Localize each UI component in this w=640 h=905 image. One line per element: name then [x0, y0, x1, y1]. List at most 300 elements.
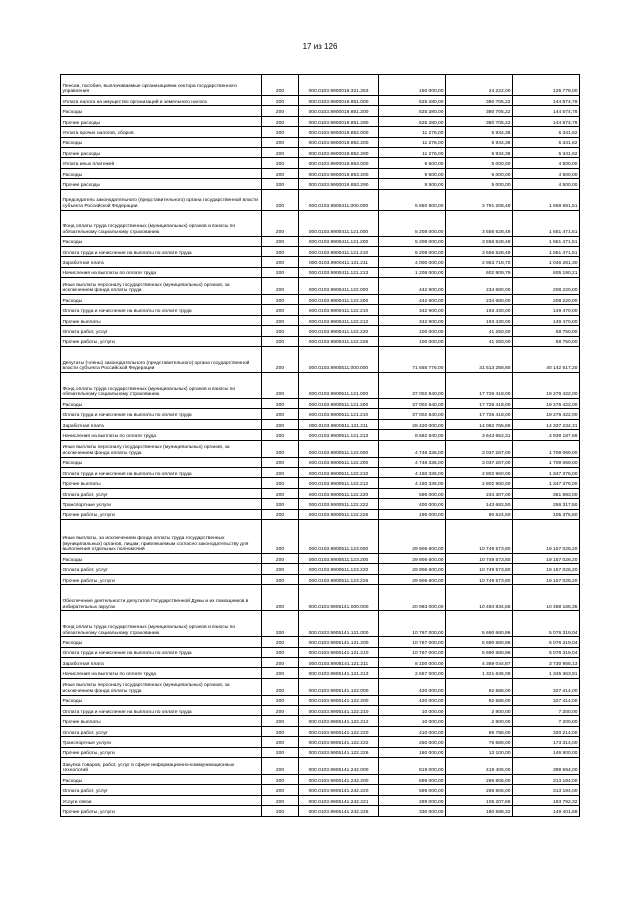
- row-approved-amount: 250 000,00: [379, 737, 446, 747]
- row-line-code: 200: [262, 706, 299, 716]
- row-remaining-amount: 149 401,68: [513, 806, 580, 816]
- table-row: [61, 611, 580, 637]
- row-name: Уплата иных платежей: [61, 158, 262, 168]
- row-line-code: 200: [262, 509, 299, 519]
- row-approved-amount: 342 900,00: [379, 305, 446, 315]
- row-name: Оплата труда и начисления на выплаты по оплате труда: [61, 467, 262, 477]
- row-executed-amount: 5 690 680,96: [446, 647, 513, 657]
- row-classification-code: 000.0103.9905141.122.226: [299, 747, 379, 757]
- row-executed-amount: 24 222,00: [446, 75, 513, 96]
- row-classification-code: 000.0103.9900019.851.290: [299, 116, 379, 126]
- row-classification-code: 000.0103.9900411.122.220: [299, 326, 379, 336]
- row-approved-amount: 4 150 336,00: [379, 467, 446, 477]
- row-remaining-amount: 1 709 069,00: [513, 457, 580, 467]
- row-executed-amount: 31 513 258,80: [446, 347, 513, 373]
- row-classification-code: 000.0103.9905141.122.200: [299, 695, 379, 705]
- row-executed-amount: 10 494 834,65: [446, 585, 513, 611]
- row-classification-code: 000.0103.9905141.121.210: [299, 647, 379, 657]
- row-line-code: 200: [262, 637, 299, 647]
- row-approved-amount: 289 000,00: [379, 795, 446, 805]
- row-executed-amount: 105 207,68: [446, 795, 513, 805]
- row-remaining-amount: 58 750,00: [513, 336, 580, 346]
- row-approved-amount: 819 000,00: [379, 758, 446, 775]
- row-executed-amount: 380 705,22: [446, 96, 513, 106]
- row-remaining-amount: 7 200,00: [513, 716, 580, 726]
- row-classification-code: 000.0103.9900411.122.210: [299, 305, 379, 315]
- row-approved-amount: 5 850 900,00: [379, 189, 446, 210]
- table-row: [61, 478, 580, 488]
- row-executed-amount: 5 934,38: [446, 127, 513, 137]
- row-line-code: 200: [262, 726, 299, 736]
- row-executed-amount: 1 321 636,09: [446, 668, 513, 678]
- row-line-code: 200: [262, 574, 299, 584]
- row-classification-code: 000.0103.9900019.852.200: [299, 137, 379, 147]
- row-remaining-amount: 144 574,78: [513, 106, 580, 116]
- table-row: [61, 75, 580, 96]
- row-line-code: 200: [262, 499, 299, 509]
- row-approved-amount: 330 000,00: [379, 806, 446, 816]
- row-executed-amount: 380 705,22: [446, 116, 513, 126]
- row-name: Прочие расходы: [61, 179, 262, 189]
- table-row: [61, 574, 580, 584]
- row-remaining-amount: 1 046 281,30: [513, 257, 580, 267]
- row-name: Оплата труда и начисления на выплаты по оплате труда: [61, 647, 262, 657]
- row-approved-amount: 342 900,00: [379, 315, 446, 325]
- row-executed-amount: 90 624,50: [446, 509, 513, 519]
- row-name: Оплата труда и начисления на выплаты по оплате труда: [61, 706, 262, 716]
- row-approved-amount: 10 000,00: [379, 716, 446, 726]
- row-line-code: 200: [262, 236, 299, 246]
- row-remaining-amount: 399 594,00: [513, 758, 580, 775]
- row-executed-amount: 17 726 418,00: [446, 409, 513, 419]
- row-classification-code: 000.0103.9900411.121.210: [299, 246, 379, 256]
- row-approved-amount: 410 000,00: [379, 726, 446, 736]
- row-remaining-amount: 19 157 026,20: [513, 574, 580, 584]
- table-row: [61, 347, 580, 373]
- row-name: Расходы: [61, 168, 262, 178]
- row-classification-code: 000.0103.9900019.852.000: [299, 127, 379, 137]
- row-line-code: 200: [262, 147, 299, 157]
- row-executed-amount: 5 690 680,96: [446, 637, 513, 647]
- row-classification-code: 000.0103.9900511.122.000: [299, 440, 379, 457]
- row-classification-code: 000.0103.9905141.122.212: [299, 716, 379, 726]
- row-approved-amount: 5 208 000,00: [379, 246, 446, 256]
- row-classification-code: 000.0103.9900411.000.000: [299, 189, 379, 210]
- row-approved-amount: 37 002 840,00: [379, 399, 446, 409]
- row-name: Расходы: [61, 695, 262, 705]
- row-remaining-amount: 320 214,00: [513, 726, 580, 736]
- row-name: Расходы: [61, 295, 262, 305]
- row-classification-code: 000.0103.9900511.121.000: [299, 373, 379, 399]
- row-approved-amount: 400 000,00: [379, 499, 446, 509]
- row-remaining-amount: 256 317,50: [513, 499, 580, 509]
- row-line-code: 200: [262, 657, 299, 667]
- row-line-code: 200: [262, 758, 299, 775]
- row-line-code: 200: [262, 488, 299, 498]
- table-row: [61, 695, 580, 705]
- table-row: [61, 785, 580, 795]
- row-classification-code: 000.0103.9900411.122.226: [299, 336, 379, 346]
- row-remaining-amount: 313 194,00: [513, 775, 580, 785]
- row-remaining-amount: 1 651 471,51: [513, 246, 580, 256]
- row-approved-amount: 10 767 000,00: [379, 611, 446, 637]
- row-approved-amount: 420 000,00: [379, 678, 446, 695]
- row-name: Пенсии, пособия, выплачиваемые организациями сектора государственного управления: [61, 75, 262, 96]
- row-classification-code: 000.0103.9900019.853.290: [299, 179, 379, 189]
- row-name: Иные выплаты персоналу государственных (муниципальных) органов, за исключением фонда оплаты труда: [61, 678, 262, 695]
- row-executed-amount: 13 100,00: [446, 747, 513, 757]
- row-executed-amount: 3 037 267,00: [446, 457, 513, 467]
- row-executed-amount: 5 000,00: [446, 168, 513, 178]
- row-name: Услуги связи: [61, 795, 262, 805]
- table-row: [61, 409, 580, 419]
- table-row: [61, 116, 580, 126]
- row-executed-amount: 419 406,00: [446, 758, 513, 775]
- row-name: Прочие выплаты: [61, 315, 262, 325]
- row-approved-amount: 20 983 000,00: [379, 585, 446, 611]
- row-name: Уплата налога на имущество организаций и земельного налога: [61, 96, 262, 106]
- row-executed-amount: 5 934,38: [446, 137, 513, 147]
- row-executed-amount: 76 686,00: [446, 737, 513, 747]
- row-name: Оплата труда и начисления на выплаты по оплате труда: [61, 246, 262, 256]
- row-remaining-amount: 19 276 422,00: [513, 409, 580, 419]
- table-row: [61, 509, 580, 519]
- budget-table: [60, 74, 580, 817]
- row-approved-amount: 29 906 600,00: [379, 553, 446, 563]
- row-executed-amount: 602 809,79: [446, 267, 513, 277]
- row-executed-amount: 4 369 044,87: [446, 657, 513, 667]
- row-classification-code: 000.0103.9900511.122.222: [299, 499, 379, 509]
- row-approved-amount: 29 906 600,00: [379, 564, 446, 574]
- row-classification-code: 000.0103.9900511.123.000: [299, 519, 379, 553]
- row-name: Расходы: [61, 137, 262, 147]
- row-name: Закупка товаров, работ, услуг в сфере информационно-коммуникационных технологий: [61, 758, 262, 775]
- row-line-code: 200: [262, 678, 299, 695]
- row-line-code: 200: [262, 519, 299, 553]
- row-remaining-amount: 19 276 422,00: [513, 399, 580, 409]
- table-row: [61, 147, 580, 157]
- row-remaining-amount: 4 500,00: [513, 168, 580, 178]
- row-approved-amount: 37 002 840,00: [379, 373, 446, 399]
- row-remaining-amount: 5 076 319,04: [513, 637, 580, 647]
- row-approved-amount: 5 208 000,00: [379, 210, 446, 236]
- row-approved-amount: 525 280,00: [379, 96, 446, 106]
- row-name: Расходы: [61, 106, 262, 116]
- row-name: Прочие работы, услуги: [61, 509, 262, 519]
- row-executed-amount: 380 705,22: [446, 106, 513, 116]
- row-name: Прочие выплаты: [61, 478, 262, 488]
- row-classification-code: 000.0103.9900511.122.210: [299, 467, 379, 477]
- row-classification-code: 000.0103.9905141.122.222: [299, 737, 379, 747]
- row-classification-code: 000.0103.9905141.121.200: [299, 637, 379, 647]
- row-name: Фонд оплаты труда государственных (муниципальных) органов и взносы по обязательному социальному страхованию: [61, 373, 262, 399]
- row-remaining-amount: 40 142 517,20: [513, 347, 580, 373]
- row-classification-code: 000.0103.9905141.242.221: [299, 795, 379, 805]
- row-approved-amount: 9 500,00: [379, 179, 446, 189]
- row-classification-code: 000.0103.9900511.121.213: [299, 430, 379, 440]
- row-executed-amount: 234 680,00: [446, 295, 513, 305]
- row-name: Заработная плата: [61, 419, 262, 429]
- row-executed-amount: 285 806,00: [446, 785, 513, 795]
- row-classification-code: 000.0103.9900411.121.213: [299, 267, 379, 277]
- row-approved-amount: 29 906 600,00: [379, 519, 446, 553]
- row-remaining-amount: 3 730 955,13: [513, 657, 580, 667]
- row-remaining-amount: 149 470,00: [513, 305, 580, 315]
- row-approved-amount: 196 000,00: [379, 509, 446, 519]
- row-classification-code: 000.0103.9905141.000.000: [299, 585, 379, 611]
- row-executed-amount: 92 586,00: [446, 695, 513, 705]
- row-remaining-amount: 10 488 165,35: [513, 585, 580, 611]
- row-classification-code: 000.0103.9900411.121.200: [299, 236, 379, 246]
- row-classification-code: 000.0103.9905141.242.226: [299, 806, 379, 816]
- row-approved-amount: 1 208 000,00: [379, 267, 446, 277]
- row-line-code: 200: [262, 440, 299, 457]
- row-name: Фонд оплаты труда государственных (муниципальных) органов и взносы по обязательному социальному страхованию: [61, 611, 262, 637]
- row-line-code: 200: [262, 326, 299, 336]
- row-line-code: 200: [262, 564, 299, 574]
- row-remaining-amount: 605 190,21: [513, 267, 580, 277]
- table-row: [61, 775, 580, 785]
- row-executed-amount: 5 000,00: [446, 158, 513, 168]
- row-line-code: 200: [262, 210, 299, 236]
- row-name: Начисления на выплаты по оплате труда: [61, 668, 262, 678]
- row-line-code: 200: [262, 785, 299, 795]
- row-line-code: 200: [262, 267, 299, 277]
- table-row: [61, 373, 580, 399]
- row-name: Оплата работ, услуг: [61, 785, 262, 795]
- row-approved-amount: 442 900,00: [379, 278, 446, 295]
- row-classification-code: 000.0103.9900019.853.000: [299, 158, 379, 168]
- row-line-code: 200: [262, 611, 299, 637]
- table-row: [61, 499, 580, 509]
- row-remaining-amount: 4 939 187,69: [513, 430, 580, 440]
- row-name: Уплата прочих налогов, сборов: [61, 127, 262, 137]
- row-remaining-amount: 1 709 069,00: [513, 440, 580, 457]
- row-approved-amount: 2 667 000,00: [379, 668, 446, 678]
- row-approved-amount: 525 280,00: [379, 106, 446, 116]
- row-name: Депутаты (члены) законодательного (представительного) органа государственной власти субъекта Российской Федерации: [61, 347, 262, 373]
- table-row: [61, 795, 580, 805]
- row-name: Иные выплаты персоналу государственных (муниципальных) органов, за исключением фонда оплаты труда: [61, 278, 262, 295]
- row-line-code: 200: [262, 189, 299, 210]
- row-executed-amount: 2 802 960,00: [446, 478, 513, 488]
- row-approved-amount: 596 000,00: [379, 488, 446, 498]
- row-line-code: 200: [262, 106, 299, 116]
- row-executed-amount: 193 430,00: [446, 305, 513, 315]
- row-line-code: 200: [262, 127, 299, 137]
- row-line-code: 200: [262, 737, 299, 747]
- row-remaining-amount: 19 157 026,20: [513, 564, 580, 574]
- row-approved-amount: 599 000,00: [379, 775, 446, 785]
- row-approved-amount: 9 500,00: [379, 158, 446, 168]
- row-executed-amount: 10 749 573,80: [446, 519, 513, 553]
- table-row: [61, 457, 580, 467]
- row-approved-amount: 442 900,00: [379, 295, 446, 305]
- table-row: [61, 467, 580, 477]
- row-name: Оплата работ, услуг: [61, 726, 262, 736]
- row-name: Расходы: [61, 637, 262, 647]
- row-remaining-amount: 58 750,00: [513, 326, 580, 336]
- row-line-code: 200: [262, 158, 299, 168]
- row-classification-code: 000.0103.9900511.123.200: [299, 553, 379, 563]
- table-row: [61, 806, 580, 816]
- row-approved-amount: 11 276,00: [379, 137, 446, 147]
- row-executed-amount: 2 800,00: [446, 716, 513, 726]
- row-classification-code: 000.0103.9905141.121.211: [299, 657, 379, 667]
- row-classification-code: 000.0103.9900511.122.220: [299, 488, 379, 498]
- row-remaining-amount: 1 347 376,00: [513, 467, 580, 477]
- row-remaining-amount: 1 345 363,91: [513, 668, 580, 678]
- row-approved-amount: 100 000,00: [379, 336, 446, 346]
- row-name: Транспортные услуги: [61, 737, 262, 747]
- table-row: [61, 716, 580, 726]
- row-executed-amount: 17 726 418,00: [446, 373, 513, 399]
- row-name: Расходы: [61, 553, 262, 563]
- row-executed-amount: 41 250,00: [446, 336, 513, 346]
- table-row: [61, 267, 580, 277]
- table-row: [61, 278, 580, 295]
- row-remaining-amount: 5 076 319,04: [513, 647, 580, 657]
- row-remaining-amount: 5 341,62: [513, 127, 580, 137]
- row-classification-code: 000.0103.9905141.122.000: [299, 678, 379, 695]
- row-remaining-amount: 327 414,00: [513, 695, 580, 705]
- row-executed-amount: 10 749 573,80: [446, 564, 513, 574]
- row-name: Заработная плата: [61, 657, 262, 667]
- row-classification-code: 000.0103.9900411.122.212: [299, 315, 379, 325]
- table-row: [61, 564, 580, 574]
- row-name: Прочие работы, услуги: [61, 747, 262, 757]
- table-row: [61, 758, 580, 775]
- row-line-code: 200: [262, 246, 299, 256]
- table-row: [61, 179, 580, 189]
- row-name: Расходы: [61, 399, 262, 409]
- table-row: [61, 127, 580, 137]
- row-executed-amount: 41 250,00: [446, 326, 513, 336]
- row-classification-code: 000.0103.9900511.122.200: [299, 457, 379, 467]
- row-line-code: 200: [262, 409, 299, 419]
- table-row: [61, 488, 580, 498]
- row-remaining-amount: 5 341,62: [513, 137, 580, 147]
- row-executed-amount: 17 726 418,00: [446, 399, 513, 409]
- row-line-code: 200: [262, 305, 299, 315]
- row-classification-code: 000.0103.9905141.122.210: [299, 706, 379, 716]
- row-executed-amount: 2 800,00: [446, 706, 513, 716]
- row-line-code: 200: [262, 716, 299, 726]
- row-remaining-amount: 1 651 471,51: [513, 210, 580, 236]
- row-classification-code: 000.0103.9900411.122.000: [299, 278, 379, 295]
- row-remaining-amount: 183 792,32: [513, 795, 580, 805]
- row-executed-amount: 89 786,00: [446, 726, 513, 736]
- table-row: [61, 430, 580, 440]
- row-name: Оплата работ, услуг: [61, 564, 262, 574]
- row-remaining-amount: 4 500,00: [513, 179, 580, 189]
- row-line-code: 200: [262, 775, 299, 785]
- row-remaining-amount: 1 347 376,00: [513, 478, 580, 488]
- row-approved-amount: 150 000,00: [379, 75, 446, 96]
- row-line-code: 200: [262, 695, 299, 705]
- row-approved-amount: 525 280,00: [379, 116, 446, 126]
- row-classification-code: 000.0103.9905141.242.000: [299, 758, 379, 775]
- row-classification-code: 000.0103.9900511.000.000: [299, 347, 379, 373]
- row-executed-amount: 14 082 765,69: [446, 419, 513, 429]
- row-name: Фонд оплаты труда государственных (муниципальных) органов и взносы по обязательному социальному страхованию: [61, 210, 262, 236]
- row-executed-amount: 234 307,00: [446, 488, 513, 498]
- row-line-code: 200: [262, 478, 299, 488]
- row-name: Прочие расходы: [61, 147, 262, 157]
- row-remaining-amount: 4 500,00: [513, 158, 580, 168]
- page-number: 17 из 126: [302, 42, 338, 51]
- row-name: Иные выплаты, за исключением фонда оплаты труда государственных (муниципальных) органов, лицам, привлекаемым согласно законодательству для выполнения отдельных полномочий: [61, 519, 262, 553]
- row-line-code: 200: [262, 96, 299, 106]
- row-approved-amount: 8 100 000,00: [379, 657, 446, 667]
- row-remaining-amount: 19 157 026,20: [513, 519, 580, 553]
- table-row: [61, 419, 580, 429]
- row-remaining-amount: 144 574,78: [513, 96, 580, 106]
- row-line-code: 200: [262, 336, 299, 346]
- row-name: Иные выплаты персоналу государственных (муниципальных) органов, за исключением фонда оплаты труда: [61, 440, 262, 457]
- row-classification-code: 000.0103.9900511.123.220: [299, 564, 379, 574]
- row-approved-amount: 37 002 840,00: [379, 409, 446, 419]
- row-classification-code: 000.0103.9900511.121.200: [299, 399, 379, 409]
- row-classification-code: 000.0103.9900511.121.210: [299, 409, 379, 419]
- table-row: [61, 747, 580, 757]
- table-row: [61, 737, 580, 747]
- row-executed-amount: 10 749 573,80: [446, 553, 513, 563]
- row-executed-amount: 5 690 680,96: [446, 611, 513, 637]
- row-name: Прочие работы, услуги: [61, 336, 262, 346]
- table-row: [61, 647, 580, 657]
- row-classification-code: 000.0103.9900019.321.263: [299, 75, 379, 96]
- row-approved-amount: 71 655 776,00: [379, 347, 446, 373]
- table-row: [61, 158, 580, 168]
- table-row: [61, 399, 580, 409]
- row-classification-code: 000.0103.9900511.122.226: [299, 509, 379, 519]
- row-name: Транспортные услуги: [61, 499, 262, 509]
- table-row: [61, 706, 580, 716]
- row-executed-amount: 3 556 528,49: [446, 246, 513, 256]
- row-name: Оплата труда и начисления на выплаты по оплате труда: [61, 409, 262, 419]
- row-line-code: 200: [262, 315, 299, 325]
- row-name: Расходы: [61, 457, 262, 467]
- row-classification-code: 000.0103.9900511.121.211: [299, 419, 379, 429]
- row-approved-amount: 160 000,00: [379, 747, 446, 757]
- table-row: [61, 168, 580, 178]
- table-row: [61, 295, 580, 305]
- row-executed-amount: 5 934,38: [446, 147, 513, 157]
- row-line-code: 200: [262, 278, 299, 295]
- row-executed-amount: 143 682,50: [446, 499, 513, 509]
- table-row: [61, 726, 580, 736]
- row-name: Заработная плата: [61, 257, 262, 267]
- row-approved-amount: 420 000,00: [379, 695, 446, 705]
- row-remaining-amount: 146 900,00: [513, 747, 580, 757]
- row-remaining-amount: 208 220,00: [513, 295, 580, 305]
- row-line-code: 200: [262, 75, 299, 96]
- row-classification-code: 000.0103.9905141.242.220: [299, 785, 379, 795]
- row-remaining-amount: 5 341,62: [513, 147, 580, 157]
- row-remaining-amount: 105 375,50: [513, 509, 580, 519]
- row-approved-amount: 4 746 336,00: [379, 457, 446, 467]
- table-row: [61, 106, 580, 116]
- budget-table-body: [61, 75, 580, 817]
- row-line-code: 200: [262, 668, 299, 678]
- row-classification-code: 000.0103.9905141.242.200: [299, 775, 379, 785]
- row-classification-code: 000.0103.9900511.123.226: [299, 574, 379, 584]
- table-row: [61, 519, 580, 553]
- table-row: [61, 657, 580, 667]
- row-executed-amount: 92 586,00: [446, 678, 513, 695]
- row-name: Прочие расходы: [61, 116, 262, 126]
